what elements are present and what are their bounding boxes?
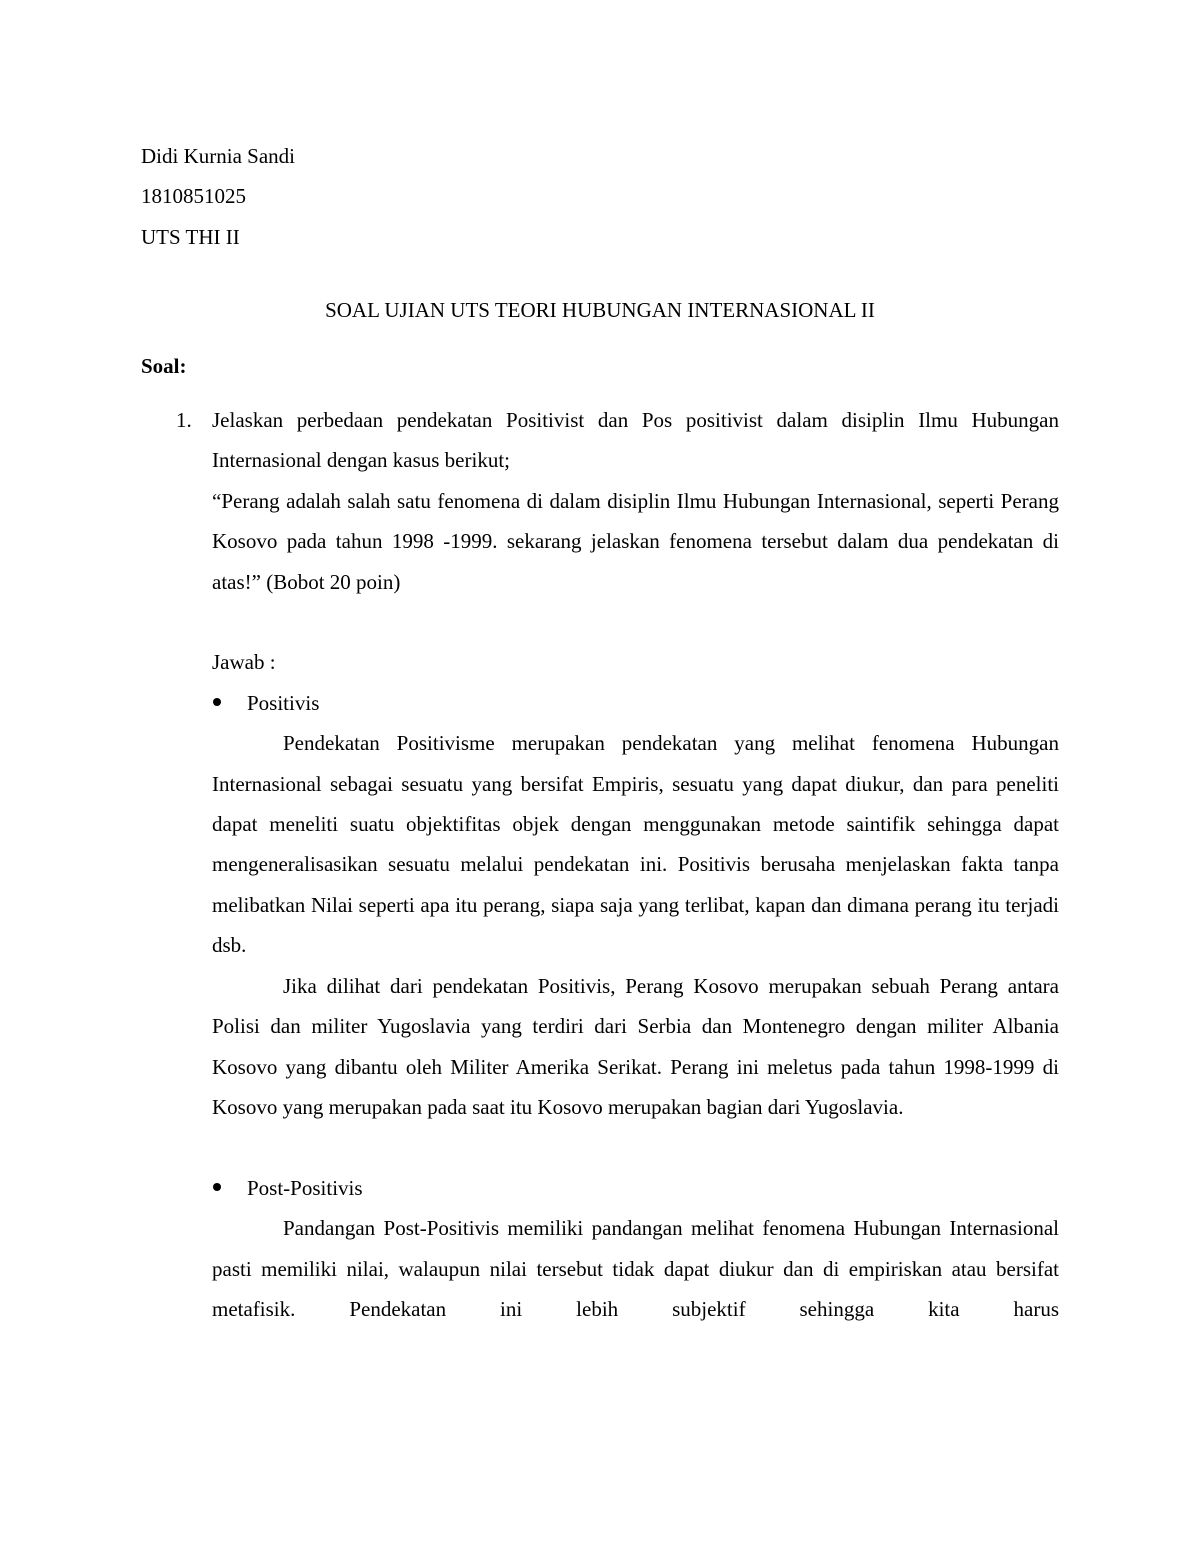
author-name: Didi Kurnia Sandi	[141, 144, 295, 168]
positivis-body	[141, 723, 1059, 1127]
post-positivis-paragraph-1: Pandangan Post-Positivis memiliki pandangan melihat fenomena Hubungan Internasional pasti memiliki nilai, walaupun nilai tersebut tidak dapat diukur dan di empiriskan atau bersifat metafisik. Pendekatan ini lebih subjektif sehingga kita harus	[212, 1216, 1059, 1321]
question-quote: “Perang adalah salah satu fenomena di dalam disiplin Ilmu Hubungan Internasional, seperti Perang Kosovo pada tahun 1998 -1999. sekarang jelaskan fenomena tersebut dalam dua pendekatan di atas!” (Bobot 20 poin)	[212, 488, 1059, 594]
positivis-paragraph-2: Jika dilihat dari pendekatan Positivis, Perang Kosovo merupakan sebuah Perang antara Polisi dan militer Yugoslavia yang terdiri dari Serbia dan Montenegro dengan militer Albania Kosovo yang dibantu oleh Militer Amerika Serikat. Perang ini meletus pada tahun 1998-1999 di Kosovo yang merupakan pada saat itu Kosovo merupakan bagian dari Yugoslavia.	[212, 973, 1059, 1119]
post-positivis-body	[141, 1208, 1059, 1329]
course-label: UTS THI II	[141, 224, 240, 249]
positivis-heading: Positivis	[247, 690, 320, 715]
section-label: Soal:	[141, 353, 187, 378]
question-number: 1.	[176, 408, 192, 433]
answer-label: Jawab :	[212, 650, 276, 675]
bullet-icon	[213, 698, 221, 706]
bullet-positivis	[141, 683, 1059, 723]
bullet-post-positivis	[141, 1168, 1059, 1208]
student-id: 1810851025	[141, 184, 246, 209]
post-positivis-heading: Post-Positivis	[247, 1175, 363, 1200]
positivis-paragraph-1: Pendekatan Positivisme merupakan pendekatan yang melihat fenomena Hubungan Internasional sebagai sesuatu yang bersifat Empiris, sesuatu yang dapat diukur, dan para peneliti dapat meneliti suatu objektifitas objek dengan menggunakan metode saintifik sehingga dapat mengeneralisasikan sesuatu melalui pendekatan ini. Positivis berusaha menjelaskan fakta tanpa melibatkan Nilai seperti apa itu perang, siapa saja yang terlibat, kapan dan dimana perang itu terjadi dsb.	[212, 731, 1059, 958]
question-text: Jelaskan perbedaan pendekatan Positivist dan Pos positivist dalam disiplin Ilmu Hubungan Internasional dengan kasus berikut;	[212, 408, 1059, 473]
question-item	[141, 400, 1059, 602]
bullet-icon	[213, 1183, 221, 1191]
document-content	[141, 136, 1059, 1329]
document-title: SOAL UJIAN UTS TEORI HUBUNGAN INTERNASIONAL II	[325, 298, 875, 323]
answer-block	[141, 642, 1059, 682]
